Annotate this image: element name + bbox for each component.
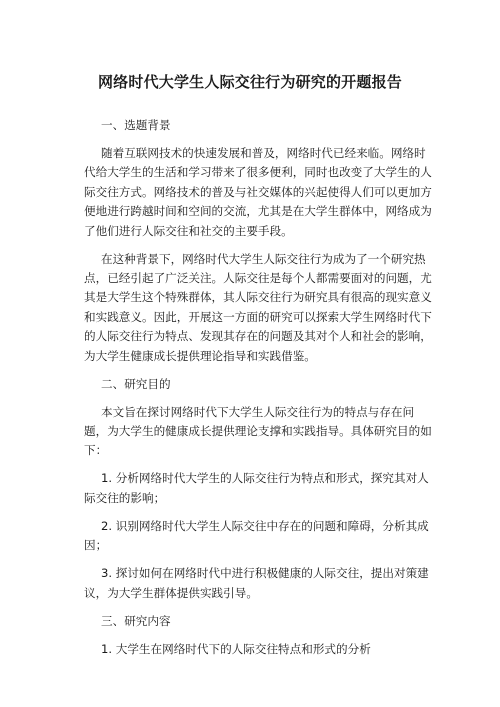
document-body (84, 116, 432, 668)
section-heading-purpose: 二、研究目的 (101, 376, 171, 391)
purpose-item-1: 1. 分析网络时代大学生的人际交往行为特点和形式，探究其对人际交往的影响； (84, 471, 429, 505)
document-title: 网络时代大学生人际交往行为研究的开题报告 (97, 73, 402, 91)
purpose-item-2: 2. 识别网络时代大学生人际交往中存在的问题和障碍，分析其成因； (84, 518, 429, 553)
section-heading-content: 三、研究内容 (101, 613, 171, 628)
content-item-1: 1. 大学生在网络时代下的人际交往特点和形式的分析 (101, 641, 371, 656)
purpose-intro-paragraph: 本文旨在探讨网络时代下大学生人际交往行为的特点与存在问题，为大学生的健康成长提供理论支撑和实践指导。具体研究目的如下： (84, 404, 432, 458)
purpose-item-3: 3. 探讨如何在网络时代中进行积极健康的人际交往，提出对策建议，为大学生群体提供实践引导。 (84, 566, 429, 600)
section-heading-background: 一、选题背景 (101, 118, 171, 132)
background-paragraph-2: 在这种背景下，网络时代大学生人际交往行为成为了一个研究热点，已经引起了广泛关注。人际交往是每个人都需要面对的问题，尤其是大学生这个特殊群体，其人际交往行为研究具有很高的现实意义和实践意义。因此，开展这一方面的研究可以探索大学生网络时代下的人际交往行为特点、发现其存在的问题及其对个人和社会的影响，为大学生健康成长提供理论指导和实践借鉴。 (84, 251, 432, 363)
background-paragraph-1: 随着互联网技术的快速发展和普及，网络时代已经来临。网络时代给大学生的生活和学习带来了很多便利，同时也改变了大学生的人际交往方式。网络技术的普及与社交媒体的兴起使得人们可以更加方便地进行跨越时间和空间的交流，尤其是在大学生群体中，网络成为了他们进行人际交往和社交的主要手段。 (84, 146, 432, 238)
